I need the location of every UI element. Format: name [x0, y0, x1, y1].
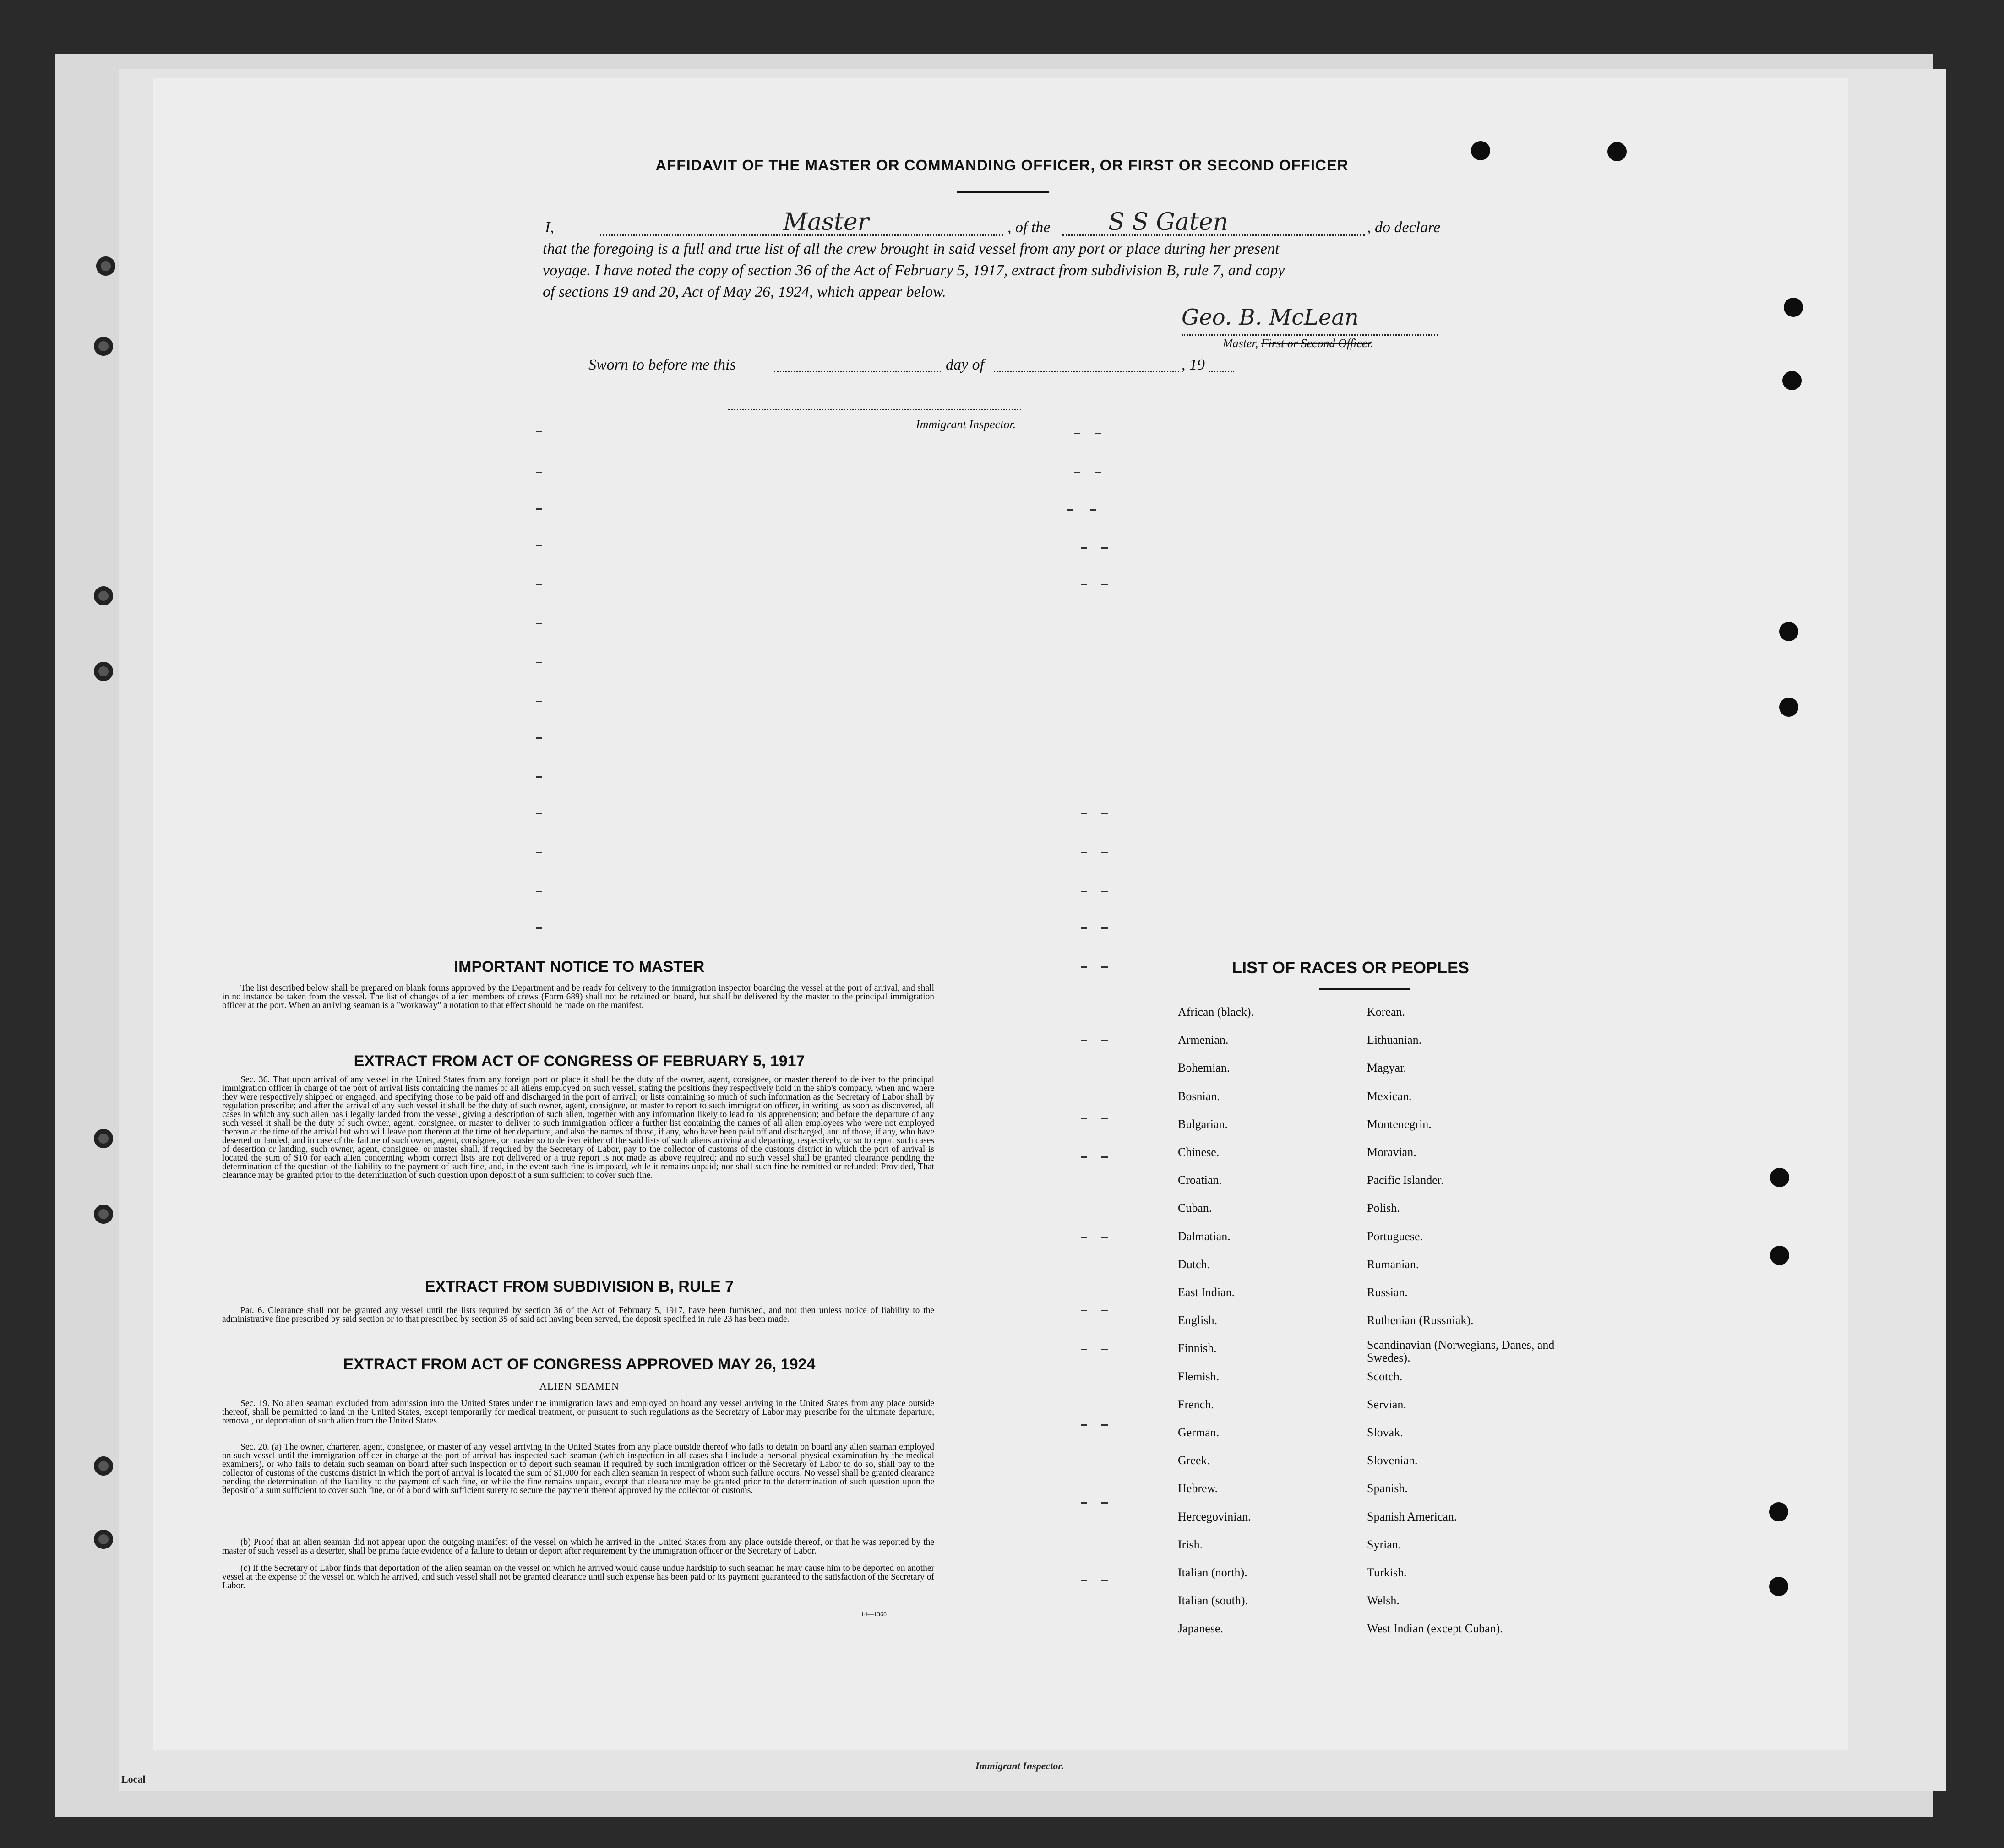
- row-dash: [1081, 813, 1087, 814]
- master-name: Master: [783, 208, 869, 236]
- row-dash: [536, 701, 542, 702]
- race-item: French.: [1178, 1397, 1214, 1411]
- day-of-label: day of: [946, 356, 985, 373]
- vessel-name: S S Gaten: [1108, 208, 1229, 236]
- race-item: Welsh.: [1367, 1594, 1400, 1608]
- row-dash: [1101, 547, 1108, 549]
- row-dash: [1081, 547, 1087, 549]
- affidavit-title: AFFIDAVIT OF THE MASTER OR COMMANDING OFFICER, OR FIRST OR SECOND OFFICER: [655, 157, 1349, 174]
- row-dash: [536, 891, 542, 892]
- punch-hole: [1770, 1168, 1789, 1187]
- extract-1917-body: Sec. 36. That upon arrival of any vessel in the United States from any foreign port or place it shall be the duty of the owner, agent, consignee, or master thereof to deliver to the principal immigration officer in charge of the port of arrival lists containing the names of all aliens employed on such vessel, stating the positions they respectively hold in the ship's company, when and where they were respectively shipped or engaged, and specifying those to be paid off and discharged in the port of arrival; or lists containing so much of such information as the Secretary of Labor shall by regulation prescribe; and after the arrival of any such vessel it shall be the duty of such owner, agent, consignee, or master to report to such immigration officer, in writing, as soon as discovered, all cases in which any such alien has illegally landed from the vessel, giving a description of such alien, together with any information likely to lead to his apprehension; and before the departure of any such vessel it shall be the duty of such owner, agent, consignee, or master to deliver to such immigration officer a further list containing the names of all alien employees who were not employed thereon at the time of the arrival but who will leave port thereon at the time of her departure, and also the names of those, if any, who have been paid off and discharged, and of those, if any, who have deserted or landed; and in case of the failure of such owner, agent, consignee, or master so to deliver either of the said lists of such aliens arriving and departing, respectively, or so to report such cases of desertion or landing, such owner, agent, consignee, or master shall, if required by the Secretary of Labor, pay to the collector of customs of the customs district in which the port of arrival is located the sum of $10 for each alien concerning whom correct lists are not delivered or a true report is not made as above required; and no such vessel shall be granted clearance pending the determination of the question of the liability to the payment of such fine, and, in the event such fine is imposed, while it remains unpaid; nor shall such fine be remitted or refunded: Provided, That clearance may be granted prior to the determination of such question upon deposit of a sum sufficient to cover such fine.: [222, 1075, 934, 1180]
- race-item: Mexican.: [1367, 1089, 1412, 1103]
- row-dash: [1101, 1118, 1108, 1119]
- race-item: East Indian.: [1178, 1286, 1235, 1299]
- race-item: Syrian.: [1367, 1537, 1401, 1551]
- month-blank: [994, 371, 1179, 372]
- punch-hole: [94, 1205, 113, 1224]
- race-item: Greek.: [1178, 1454, 1210, 1467]
- row-dash: [1101, 1040, 1108, 1041]
- inspector-label: Immigrant Inspector.: [916, 418, 1016, 431]
- race-item: West Indian (except Cuban).: [1367, 1622, 1503, 1635]
- row-dash: [1095, 433, 1101, 434]
- declare-label: , do declare: [1367, 219, 1441, 236]
- punch-hole: [1769, 1502, 1788, 1521]
- signature-caption-struck: First or Second Officer: [1261, 337, 1371, 350]
- row-dash: [1081, 1237, 1087, 1238]
- race-item: Polish.: [1367, 1201, 1400, 1215]
- row-dash: [536, 852, 542, 853]
- row-dash: [536, 927, 542, 929]
- of-the-label: , of the: [1007, 219, 1051, 236]
- row-dash: [1074, 433, 1080, 434]
- race-item: Spanish.: [1367, 1482, 1408, 1495]
- race-item: Armenian.: [1178, 1033, 1229, 1047]
- row-dash: [1101, 1156, 1108, 1158]
- row-dash: [1081, 1349, 1087, 1350]
- race-item: Dalmatian.: [1178, 1229, 1231, 1243]
- year-label: , 19: [1182, 356, 1205, 373]
- race-item: Bulgarian.: [1178, 1117, 1228, 1131]
- row-dash: [1101, 813, 1108, 814]
- notice-title: IMPORTANT NOTICE TO MASTER: [454, 958, 705, 976]
- signature-caption-master: Master,: [1223, 337, 1261, 350]
- race-item: Lithuanian.: [1367, 1033, 1422, 1047]
- row-dash: [1081, 1118, 1087, 1119]
- row-dash: [1067, 509, 1073, 511]
- race-item: Turkish.: [1367, 1566, 1407, 1579]
- row-dash: [536, 508, 542, 510]
- row-dash: [1090, 509, 1096, 511]
- race-item: Chinese.: [1178, 1145, 1220, 1159]
- signature-caption: [1223, 337, 1373, 350]
- alien-seamen-subtitle: ALIEN SEAMEN: [539, 1380, 619, 1392]
- race-item: Russian.: [1367, 1286, 1408, 1299]
- extract-1924-title: EXTRACT FROM ACT OF CONGRESS APPROVED MAY 26, 1924: [343, 1356, 816, 1373]
- race-item: Scotch.: [1367, 1369, 1403, 1383]
- subdivision-b-body: Par. 6. Clearance shall not be granted any vessel until the lists required by section 36 of the Act of February 5, 1917, have been furnished, and not then unless notice of liability to the administrative fine prescribed by said section or to that prescribed by section 35 of said act having been served, the deposit specified in rule 23 has been made.: [222, 1306, 934, 1324]
- document-page: [153, 78, 1848, 1750]
- race-item: Magyar.: [1367, 1061, 1406, 1075]
- extract-1924-sec20c: (c) If the Secretary of Labor finds that deportation of the alien seaman on the vessel on which he arrived would cause undue hardship to such seaman he may cause him to be deported on another vessel at the expense of the vessel on which he arrived, and such vessel shall not be granted clearance until such expense has been paid or its payment guaranteed to the satisfaction of the Secretary of Labor.: [222, 1564, 934, 1591]
- race-item: Finnish.: [1178, 1341, 1217, 1355]
- row-dash: [1101, 1580, 1108, 1581]
- signature-caption-end: .: [1370, 337, 1374, 350]
- row-dash: [1081, 584, 1087, 585]
- row-dash: [1095, 472, 1101, 473]
- sworn-label: Sworn to before me this: [588, 356, 736, 373]
- affidavit-line-4: of sections 19 and 20, Act of May 26, 1924, which appear below.: [543, 283, 946, 300]
- year-blank: [1209, 371, 1234, 372]
- extract-1917-title: EXTRACT FROM ACT OF CONGRESS OF FEBRUARY 5, 1917: [354, 1052, 805, 1070]
- punch-hole: [94, 1530, 113, 1549]
- row-dash: [1101, 1349, 1108, 1350]
- row-dash: [1101, 1424, 1108, 1426]
- race-item: Portuguese.: [1367, 1229, 1423, 1243]
- row-dash: [1081, 1040, 1087, 1041]
- races-title: LIST OF RACES OR PEOPLES: [1232, 958, 1470, 977]
- race-item: Flemish.: [1178, 1369, 1220, 1383]
- punch-hole: [96, 256, 115, 276]
- race-item: Moravian.: [1367, 1145, 1416, 1159]
- race-item: Hercegovinian.: [1178, 1510, 1251, 1523]
- punch-hole: [1779, 698, 1798, 717]
- extract-1924-sec20b: (b) Proof that an alien seaman did not appear upon the outgoing manifest of the vessel on which he arrived in the United States from any place outside thereof, or that he was reported by the master of such vessel as a deserter, shall be prima facie evidence of a failure to detain or deport after requirement by the immigration officer or the Secretary of Labor.: [222, 1537, 934, 1556]
- row-dash: [1081, 927, 1087, 929]
- race-item: Servian.: [1367, 1397, 1406, 1411]
- race-item: Irish.: [1178, 1537, 1203, 1551]
- race-item: Cuban.: [1178, 1201, 1212, 1215]
- row-dash: [536, 662, 542, 663]
- race-item: Bohemian.: [1178, 1061, 1230, 1075]
- races-title-rule: [1319, 988, 1410, 990]
- race-item: Slovenian.: [1367, 1454, 1418, 1467]
- race-item: German.: [1178, 1426, 1220, 1439]
- officer-signature: Geo. B. McLean: [1182, 305, 1359, 330]
- affidavit-prefix: I,: [545, 219, 554, 236]
- row-dash: [1101, 852, 1108, 853]
- race-item: Dutch.: [1178, 1257, 1210, 1271]
- race-item: Ruthenian (Russniak).: [1367, 1314, 1474, 1327]
- row-dash: [1081, 1502, 1087, 1504]
- punch-hole: [94, 337, 113, 356]
- row-dash: [1074, 472, 1080, 473]
- race-item: English.: [1178, 1314, 1217, 1327]
- punch-hole: [1782, 371, 1802, 390]
- row-dash: [1101, 927, 1108, 929]
- extract-1924-sec20a: Sec. 20. (a) The owner, charterer, agent, consignee, or master of any vessel arriving in the United States from any place outside thereof who fails to detain on board any alien seaman employed on such vessel until the immigration officer in charge at the port of arrival has inspected such seaman (which inspection in all cases shall include a personal physical examination by the medical examiners), or who fails to detain such seaman on board after such inspection or to deport such seaman if required by such immigration officer or the Secretary of Labor to do so, shall pay to the collector of customs of the customs district in which the port of arrival is located the sum of $1,000 for each alien seaman in respect of whom such failure occurs. No vessel shall be granted clearance pending the determination of the liability to the payment of such fine, or while the fine remains unpaid, except that clearance may be granted prior to the determination of such question upon the deposit of a sum sufficient to cover such fine, or of a bond with sufficient surety to secure the payment thereof approved by the collector of customs.: [222, 1442, 934, 1495]
- race-item: Korean.: [1367, 1005, 1405, 1019]
- row-dash: [1101, 966, 1108, 968]
- row-dash: [536, 584, 542, 585]
- race-item: Hebrew.: [1178, 1482, 1218, 1495]
- row-dash: [536, 623, 542, 624]
- row-dash: [1081, 852, 1087, 853]
- row-dash: [1101, 1502, 1108, 1504]
- sworn-date-blank: [774, 371, 941, 372]
- race-item: Bosnian.: [1178, 1089, 1220, 1103]
- punch-hole: [94, 586, 113, 605]
- race-item: Pacific Islander.: [1367, 1173, 1444, 1187]
- punch-hole: [94, 662, 113, 681]
- row-dash: [1081, 1580, 1087, 1581]
- affidavit-line-3: voyage. I have noted the copy of section 36 of the Act of February 5, 1917, extract from subdivision B, rule 7, and copy: [543, 262, 1285, 279]
- affidavit-line-2: that the foregoing is a full and true list of all the crew brought in said vessel from any port or place during her present: [543, 240, 1280, 257]
- row-dash: [1101, 1310, 1108, 1311]
- row-dash: [536, 813, 542, 814]
- row-dash: [536, 545, 542, 546]
- race-item: Croatian.: [1178, 1173, 1222, 1187]
- form-number: 14—1360: [861, 1611, 887, 1618]
- row-dash: [536, 776, 542, 778]
- race-item: Slovak.: [1367, 1426, 1403, 1439]
- extract-1924-sec19: Sec. 19. No alien seaman excluded from admission into the United States under the immigration laws and employed on board any vessel arriving in the United States from any place outside thereof, shall be permitted to land in the United States, except temporarily for medical treatment, or pursuant to such regulations as the Secretary of Labor may prescribe for the ultimate departure, removal, or deportation of such alien from the United States.: [222, 1399, 934, 1426]
- row-dash: [536, 737, 542, 739]
- bottom-inspector-label: Immigrant Inspector.: [975, 1760, 1064, 1772]
- row-dash: [1101, 1237, 1108, 1238]
- row-dash: [536, 472, 542, 473]
- inspector-signature-blank: [728, 409, 1021, 410]
- row-dash: [1081, 891, 1087, 892]
- row-dash: [536, 431, 542, 432]
- race-item: Montenegrin.: [1367, 1117, 1432, 1131]
- row-dash: [1081, 1424, 1087, 1426]
- row-dash: [1081, 1156, 1087, 1158]
- race-item: African (black).: [1178, 1005, 1254, 1019]
- race-item: Japanese.: [1178, 1622, 1223, 1635]
- subdivision-b-title: EXTRACT FROM SUBDIVISION B, RULE 7: [425, 1278, 734, 1295]
- notice-body: The list described below shall be prepared on blank forms approved by the Department and be ready for delivery to the immigration inspector boarding the vessel at the port of arrival, and shall in no instance be taken from the vessel. The list of changes of alien members of crews (Form 689) shall not be retained on board, but shall be delivered by the master to the principal immigration officer at the port. When an arriving seaman is a "workaway" a notation to that effect should be made on the manifest.: [222, 983, 934, 1010]
- race-item: Spanish American.: [1367, 1510, 1457, 1523]
- signature-blank: [1182, 334, 1438, 336]
- punch-hole: [1770, 1246, 1789, 1265]
- row-dash: [1081, 966, 1087, 968]
- row-dash: [1101, 584, 1108, 585]
- local-label: Local: [121, 1773, 146, 1785]
- punch-hole: [94, 1456, 113, 1476]
- title-rule: [957, 191, 1049, 193]
- punch-hole: [1784, 298, 1803, 317]
- punch-hole: [1779, 622, 1798, 641]
- race-item: Rumanian.: [1367, 1257, 1419, 1271]
- race-item: Scandinavian (Norwegians, Danes, and Swedes).: [1367, 1338, 1555, 1365]
- row-dash: [1101, 891, 1108, 892]
- punch-hole: [94, 1129, 113, 1148]
- punch-hole: [1769, 1577, 1788, 1596]
- row-dash: [1081, 1310, 1087, 1311]
- race-item: Italian (south).: [1178, 1594, 1248, 1608]
- race-item: Italian (north).: [1178, 1566, 1247, 1579]
